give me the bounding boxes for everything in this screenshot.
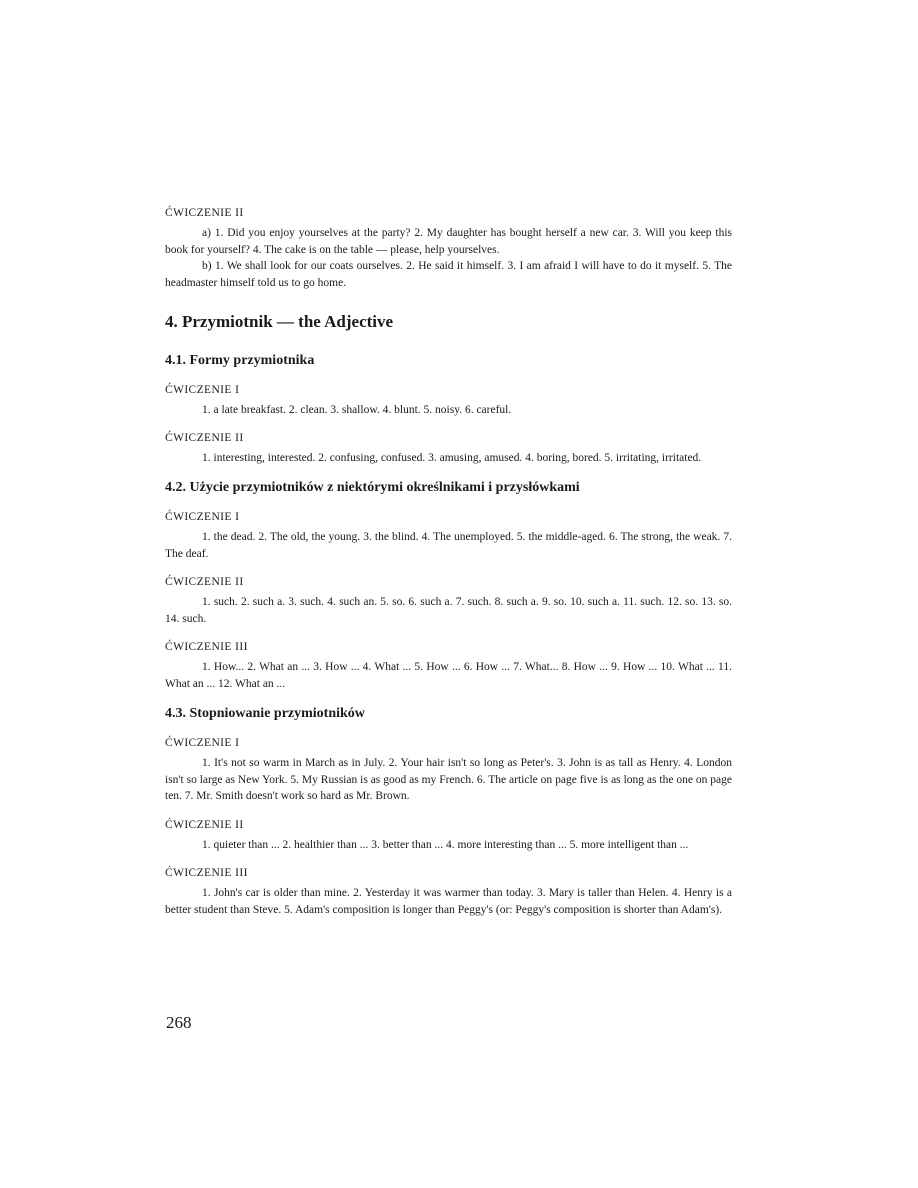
exercise-4-3-i	[165, 737, 732, 805]
exercise-answers-a: a) 1. Did you enjoy yourselves at the party? 2. My daughter has bought herself a new car. 3. Will you keep this book for yourself? 4. The cake is on the table — please, help yourselves.	[165, 227, 732, 256]
exercise-heading: ĆWICZENIE II	[165, 207, 244, 219]
exercise-heading: ĆWICZENIE I	[165, 384, 240, 396]
exercise-4-2-i	[165, 511, 732, 562]
page-number: 268	[166, 1013, 192, 1032]
top-exercise	[165, 207, 732, 291]
exercise-4-3-iii	[165, 867, 732, 918]
exercise-answers: 1. How... 2. What an ... 3. How ... 4. What ... 5. How ... 6. How ... 7. What... 8. How ... 9. How ... 10. What ... 11. What an ... 12. What an ...	[165, 661, 732, 690]
exercise-heading: ĆWICZENIE II	[165, 431, 244, 444]
exercise-answers: 1. such. 2. such a. 3. such. 4. such an. 5. so. 6. such a. 7. such. 8. such a. 9. so. 10. such a. 11. such. 12. so. 13. so. 14. such.	[165, 596, 732, 625]
section-title-4-1: 4.1. Formy przymiotnika	[165, 353, 315, 368]
exercise-answers: 1. interesting, interested. 2. confusing, confused. 3. amusing, amused. 4. boring, bored. 5. irritating, irritated.	[202, 451, 702, 464]
exercise-answers: 1. the dead. 2. The old, the young. 3. the blind. 4. The unemployed. 5. the middle-aged. 6. The strong, the weak. 7. The deaf.	[165, 531, 732, 560]
exercise-heading: ĆWICZENIE III	[165, 867, 248, 879]
chapter-title: 4. Przymiotnik — the Adjective	[165, 312, 394, 331]
section-title-4-2: 4.2. Użycie przymiotników z niektórymi określnikami i przysłówkami	[165, 480, 580, 495]
exercise-answers: 1. John's car is older than mine. 2. Yesterday it was warmer than today. 3. Mary is taller than Helen. 4. Henry is a better student than Steve. 5. Adam's composition is longer than Peggy's (or: Peggy's composition is shorter than Adam's).	[165, 887, 732, 916]
section-title-4-3: 4.3. Stopniowanie przymiotników	[165, 706, 365, 721]
exercise-4-2-ii	[165, 576, 732, 627]
exercise-heading: ĆWICZENIE II	[165, 818, 244, 831]
page-content	[165, 207, 732, 932]
exercise-heading: ĆWICZENIE II	[165, 576, 244, 588]
exercise-answers: 1. It's not so warm in March as in July. 2. Your hair isn't so long as Peter's. 3. John is as tall as Henry. 4. London isn't so large as New York. 5. My Russian is as good as my French. 6. The article on page five is as long as the one on page ten. 7. Mr. Smith doesn't work so hard as Mr. Brown.	[165, 757, 732, 802]
exercise-heading: ĆWICZENIE I	[165, 737, 240, 749]
exercise-4-2-iii	[165, 641, 732, 692]
exercise-answers-b: b) 1. We shall look for our coats ourselves. 2. He said it himself. 3. I am afraid I will have to do it myself. 5. The headmaster himself told us to go home.	[165, 260, 732, 289]
exercise-4-3-ii	[165, 819, 732, 854]
exercise-answers: 1. quieter than ... 2. healthier than ... 3. better than ... 4. more interesting than ... 5. more intelligent than ...	[202, 838, 689, 851]
exercise-4-1-i	[165, 384, 732, 419]
exercise-heading: ĆWICZENIE III	[165, 641, 248, 653]
exercise-answers: 1. a late breakfast. 2. clean. 3. shallow. 4. blunt. 5. noisy. 6. careful.	[202, 404, 512, 416]
exercise-heading: ĆWICZENIE I	[165, 511, 240, 523]
exercise-4-1-ii	[165, 432, 732, 467]
